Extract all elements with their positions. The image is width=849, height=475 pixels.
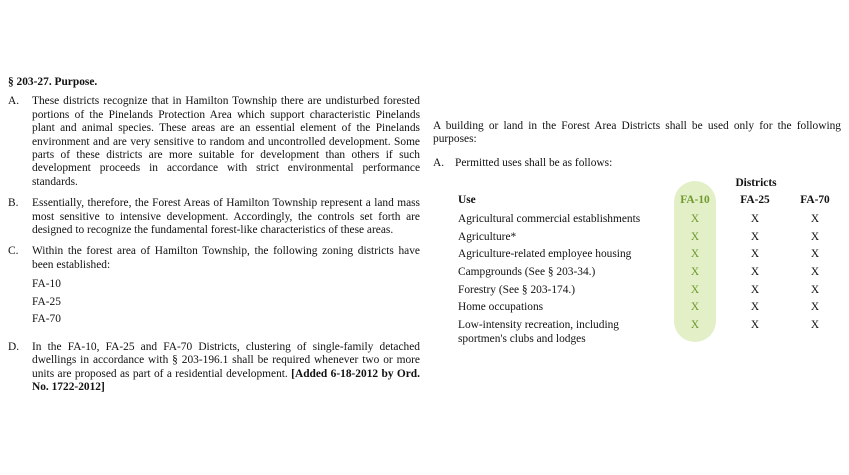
- table-row: [458, 266, 838, 284]
- paragraph-c: [8, 245, 420, 272]
- use-name: Agriculture-related employee housing: [458, 248, 632, 261]
- use-name: Forestry (See § 203-174.): [458, 283, 576, 296]
- subsection-a: [433, 157, 841, 170]
- permitted-mark: X: [810, 319, 820, 332]
- use-name: Agriculture*: [458, 230, 517, 243]
- paragraph-body: In the FA-10, FA-25 and FA-70 Districts, clustering of single-family detached dwellings in accordance with § 203-196.1 shall be required whenever two or more units are proposed as part of a residential development.: [32, 341, 420, 380]
- subsection-text: Permitted uses shall be as follows:: [455, 156, 613, 169]
- districts-label: Districts: [735, 177, 777, 189]
- paragraph-text: These districts recognize that in Hamilton Township there are undisturbed forested portions of the Pinelands Protection Area which support characteristic Pinelands plant and animal species. These areas are an essential element of the Pinelands environment and are very sensitive to random and uncontrolled development. Some parts of these districts are more suitable for development than others if such development proceeds in accordance with strict environmental performance standards.: [32, 95, 420, 188]
- use-column-header: Use: [458, 194, 476, 206]
- amendment-note: [Added 6-18-2012 by Ord. No. 1722-2012]: [32, 367, 420, 394]
- permitted-mark: X: [810, 213, 820, 225]
- table-row: [458, 319, 838, 345]
- permitted-mark: X: [690, 301, 700, 314]
- use-name: Agricultural commercial establishments: [458, 213, 641, 225]
- paragraph-text: Essentially, therefore, the Forest Areas of Hamilton Township represent a land mass most sensitive to intensive development. Accordingly, the controls set forth are designed to recognize the fundamental forest-like characteristics of these areas.: [32, 197, 420, 237]
- uses-intro-text: A building or land in the Forest Area Districts shall be used only for the following purposes:: [433, 120, 841, 146]
- permitted-mark: X: [810, 301, 820, 314]
- use-name: Low-intensity recreation, including sportmen's clubs and lodges: [458, 319, 620, 345]
- permitted-mark: X: [690, 230, 700, 243]
- permitted-mark: X: [810, 283, 820, 296]
- fa25-column-header: FA-25: [740, 194, 770, 206]
- permitted-mark: X: [750, 301, 760, 314]
- permitted-mark: X: [810, 266, 820, 279]
- paragraph-letter: D.: [8, 341, 20, 354]
- fa10-column-header: FA-10: [680, 194, 710, 206]
- permitted-uses-intro: [433, 120, 841, 170]
- paragraph-text: Within the forest area of Hamilton Township, the following zoning districts have been established:: [32, 245, 420, 271]
- permitted-mark: X: [690, 319, 700, 332]
- permitted-mark: X: [750, 319, 760, 332]
- paragraph-b: [8, 197, 420, 237]
- paragraph-d: [8, 341, 420, 395]
- table-row: [458, 301, 838, 319]
- zoning-district-list: [32, 278, 420, 331]
- permitted-mark: X: [750, 213, 760, 225]
- table-row: [458, 248, 838, 266]
- zone-item: FA-70: [32, 313, 61, 326]
- paragraph-text: [32, 341, 420, 395]
- table-body: [458, 213, 838, 345]
- subsection-letter: A.: [433, 156, 445, 169]
- paragraph-a: [8, 95, 420, 189]
- table-row: [458, 231, 838, 249]
- permitted-mark: X: [690, 266, 700, 279]
- permitted-mark: X: [750, 283, 760, 296]
- zone-item: FA-25: [32, 295, 61, 308]
- section-heading: § 203-27. Purpose.: [8, 76, 98, 88]
- zone-item: FA-10: [32, 278, 61, 291]
- use-name: Campgrounds (See § 203-34.): [458, 266, 596, 279]
- permitted-mark: X: [750, 230, 760, 243]
- permitted-mark: X: [690, 283, 700, 296]
- permitted-mark: X: [690, 248, 700, 261]
- permitted-mark: X: [690, 213, 700, 225]
- permitted-mark: X: [810, 248, 820, 261]
- purpose-section: [8, 76, 420, 403]
- table-row: [458, 213, 838, 231]
- permitted-mark: X: [750, 266, 760, 279]
- paragraph-letter: C.: [8, 245, 19, 258]
- permitted-mark: X: [810, 230, 820, 243]
- table-row: [458, 284, 838, 302]
- use-name: Home occupations: [458, 301, 544, 314]
- paragraph-letter: A.: [8, 95, 20, 108]
- permitted-mark: X: [750, 248, 760, 261]
- fa70-column-header: FA-70: [800, 194, 830, 206]
- paragraph-letter: B.: [8, 197, 19, 210]
